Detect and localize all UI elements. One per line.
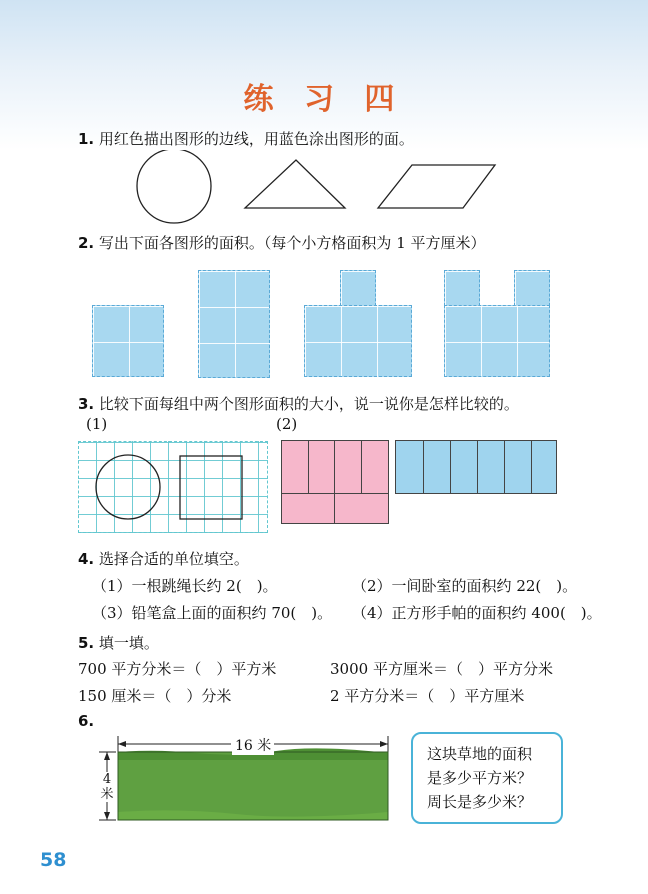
parallelogram-shape: [378, 165, 495, 208]
q4-item-2: （2）一间卧室的面积约 22( )。: [352, 577, 578, 595]
q1-shapes: [130, 150, 500, 230]
grass-field: [118, 752, 388, 820]
width-label: 16 米: [232, 735, 274, 755]
q3-pink-rectangle: [281, 440, 389, 524]
q3-shapes-1: [78, 441, 268, 533]
q5-item-4: 2 平方分米＝（ ）平方厘米: [330, 687, 525, 705]
q3-blue-rectangle: [395, 440, 557, 494]
callout-line-1: 这块草地的面积: [427, 745, 533, 763]
page-number: 58: [40, 849, 67, 871]
question-6: 6.: [78, 712, 95, 730]
callout-line-2: 是多少平方米？: [427, 769, 533, 787]
page-title: 练 习 四: [243, 82, 405, 117]
question-4: 4. 选择合适的单位填空。: [78, 550, 249, 568]
area-figure-2: [198, 270, 270, 378]
q3-circle: [96, 455, 160, 519]
circle-shape: [137, 150, 211, 223]
question-1: 1. 用红色描出图形的边线，用蓝色涂出图形的面。: [78, 130, 414, 148]
question-2: 2. 写出下面各图形的面积。（每个小方格面积为 1 平方厘米）: [78, 234, 486, 252]
q3-label-2: (2): [276, 415, 298, 433]
triangle-shape: [245, 160, 345, 208]
q4-item-1: （1）一根跳绳长约 2( )。: [92, 577, 278, 595]
q5-item-2: 3000 平方厘米＝（ ）平方分米: [330, 660, 553, 678]
q4-item-4: （4）正方形手帕的面积约 400( )。: [352, 604, 602, 622]
q4-item-3: （3）铅笔盒上面的面积约 70( )。: [92, 604, 333, 622]
question-3: 3. 比较下面每组中两个图形面积的大小，说一说你是怎样比较的。: [78, 395, 519, 413]
q5-item-1: 700 平方分米＝（ ）平方米: [78, 660, 277, 678]
q3-label-1: (1): [86, 415, 108, 433]
area-figure-1: [92, 305, 164, 377]
question-5: 5. 填一填。: [78, 634, 159, 652]
callout-line-3: 周长是多少米？: [427, 793, 533, 811]
height-label: 4米: [100, 772, 114, 802]
q3-square: [180, 456, 242, 519]
q5-item-3: 150 厘米＝（ ）分米: [78, 687, 232, 705]
question-callout: [411, 732, 563, 824]
